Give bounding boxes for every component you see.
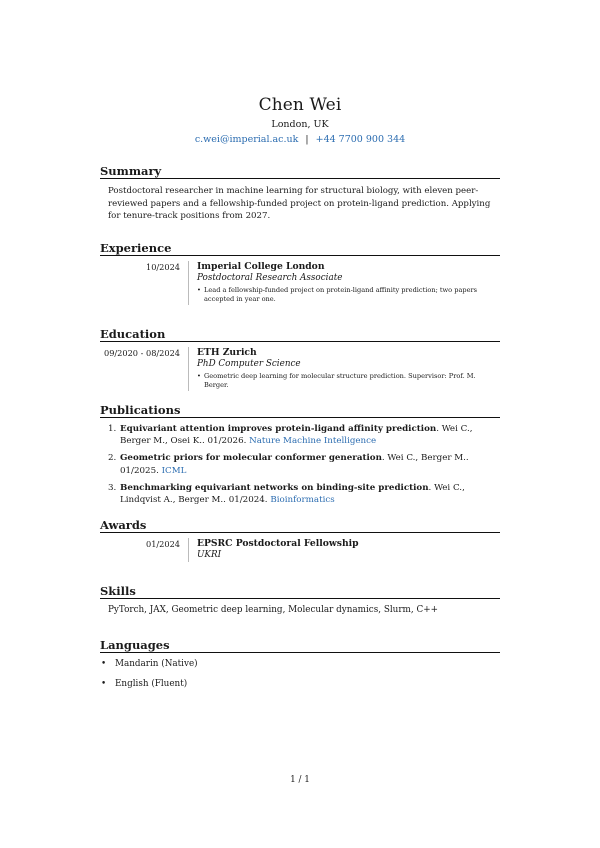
publication-list xyxy=(100,423,500,506)
language-item: • English (Fluent) xyxy=(100,678,500,690)
education-section xyxy=(100,326,500,391)
language-list xyxy=(100,658,500,690)
skills-section xyxy=(100,583,500,616)
publication-venue-link[interactable]: Nature Machine Intelligence xyxy=(249,436,377,447)
education-entry xyxy=(100,347,500,391)
contact-line xyxy=(100,133,500,146)
section-title-education: Education xyxy=(100,326,500,342)
award-name: EPSRC Postdoctoral Fellowship xyxy=(197,538,359,549)
section-title-awards: Awards xyxy=(100,517,500,533)
entry-body xyxy=(188,538,500,562)
phone-link[interactable]: +44 7700 900 344 xyxy=(315,134,406,145)
email-link[interactable]: c.wei@imperial.ac.uk xyxy=(194,134,299,145)
skills-text: PyTorch, JAX, Geometric deep learning, Molecular dynamics, Slurm, C++ xyxy=(108,605,438,615)
entry-bullet: • Lead a fellowship-funded project on protein-ligand affinity prediction; two papers accepted in year one. xyxy=(197,286,500,305)
candidate-location: London, UK xyxy=(271,119,329,130)
publication-item xyxy=(108,482,500,506)
publication-title: Benchmarking equivariant networks on binding-site prediction xyxy=(120,482,429,493)
entry-role: Postdoctoral Research Associate xyxy=(197,273,343,283)
publication-item xyxy=(108,452,500,476)
section-title-experience: Experience xyxy=(100,240,500,256)
resume-page xyxy=(100,0,500,848)
award-entry xyxy=(100,538,500,562)
entry-bullets xyxy=(197,372,500,391)
section-title-summary: Summary xyxy=(100,163,500,179)
entry-date: 01/2024 xyxy=(145,539,180,549)
entry-organization: ETH Zurich xyxy=(197,347,257,358)
publications-section xyxy=(100,402,500,511)
publication-number: 3. xyxy=(108,482,117,493)
entry-bullets xyxy=(197,286,500,305)
entry-date: 09/2020 - 08/2024 xyxy=(104,348,180,358)
entry-body xyxy=(188,261,500,305)
experience-entry xyxy=(100,261,500,305)
publication-venue-link[interactable]: ICML xyxy=(161,465,187,476)
entry-role: PhD Computer Science xyxy=(197,359,301,369)
publication-title: Geometric priors for molecular conformer generation xyxy=(120,453,382,464)
section-title-languages: Languages xyxy=(100,637,500,653)
publication-number: 1. xyxy=(108,424,117,434)
entry-date: 10/2024 xyxy=(145,262,180,272)
awards-section xyxy=(100,517,500,562)
entry-bullet: • Geometric deep learning for molecular structure prediction. Supervisor: Prof. M. Berger. xyxy=(197,372,500,391)
languages-section xyxy=(100,637,500,698)
language-item: • Mandarin (Native) xyxy=(100,658,500,670)
resume-header xyxy=(100,0,500,146)
section-title-publications: Publications xyxy=(100,402,500,418)
experience-section xyxy=(100,240,500,305)
publication-title: Equivariant attention improves protein-ligand affinity prediction xyxy=(120,424,437,434)
section-title-skills: Skills xyxy=(100,583,500,599)
publication-number: 2. xyxy=(108,453,117,464)
entry-body xyxy=(188,347,500,391)
contact-separator: | xyxy=(305,134,309,145)
candidate-name: Chen Wei xyxy=(258,95,342,115)
publication-details: . Wei C., Lindqvist A., Berger M.. 01/2024. xyxy=(120,482,465,506)
page-number: 1 / 1 xyxy=(290,775,310,785)
publication-details: . Wei C., Berger M., Osei K.. 01/2026. xyxy=(120,424,473,447)
summary-section xyxy=(100,163,500,223)
summary-text: Postdoctoral researcher in machine learning for structural biology, with eleven peer-reviewed papers and a fellowship-funded project on protein-ligand prediction. Applying for tenure-track positions from 2027. xyxy=(108,186,491,221)
publication-item xyxy=(108,423,500,447)
entry-organization: Imperial College London xyxy=(197,261,325,272)
award-issuer: UKRI xyxy=(197,550,222,560)
publication-venue-link[interactable]: Bioinformatics xyxy=(270,495,335,506)
publication-details: . Wei C., Berger M.. 01/2025. xyxy=(120,453,469,476)
